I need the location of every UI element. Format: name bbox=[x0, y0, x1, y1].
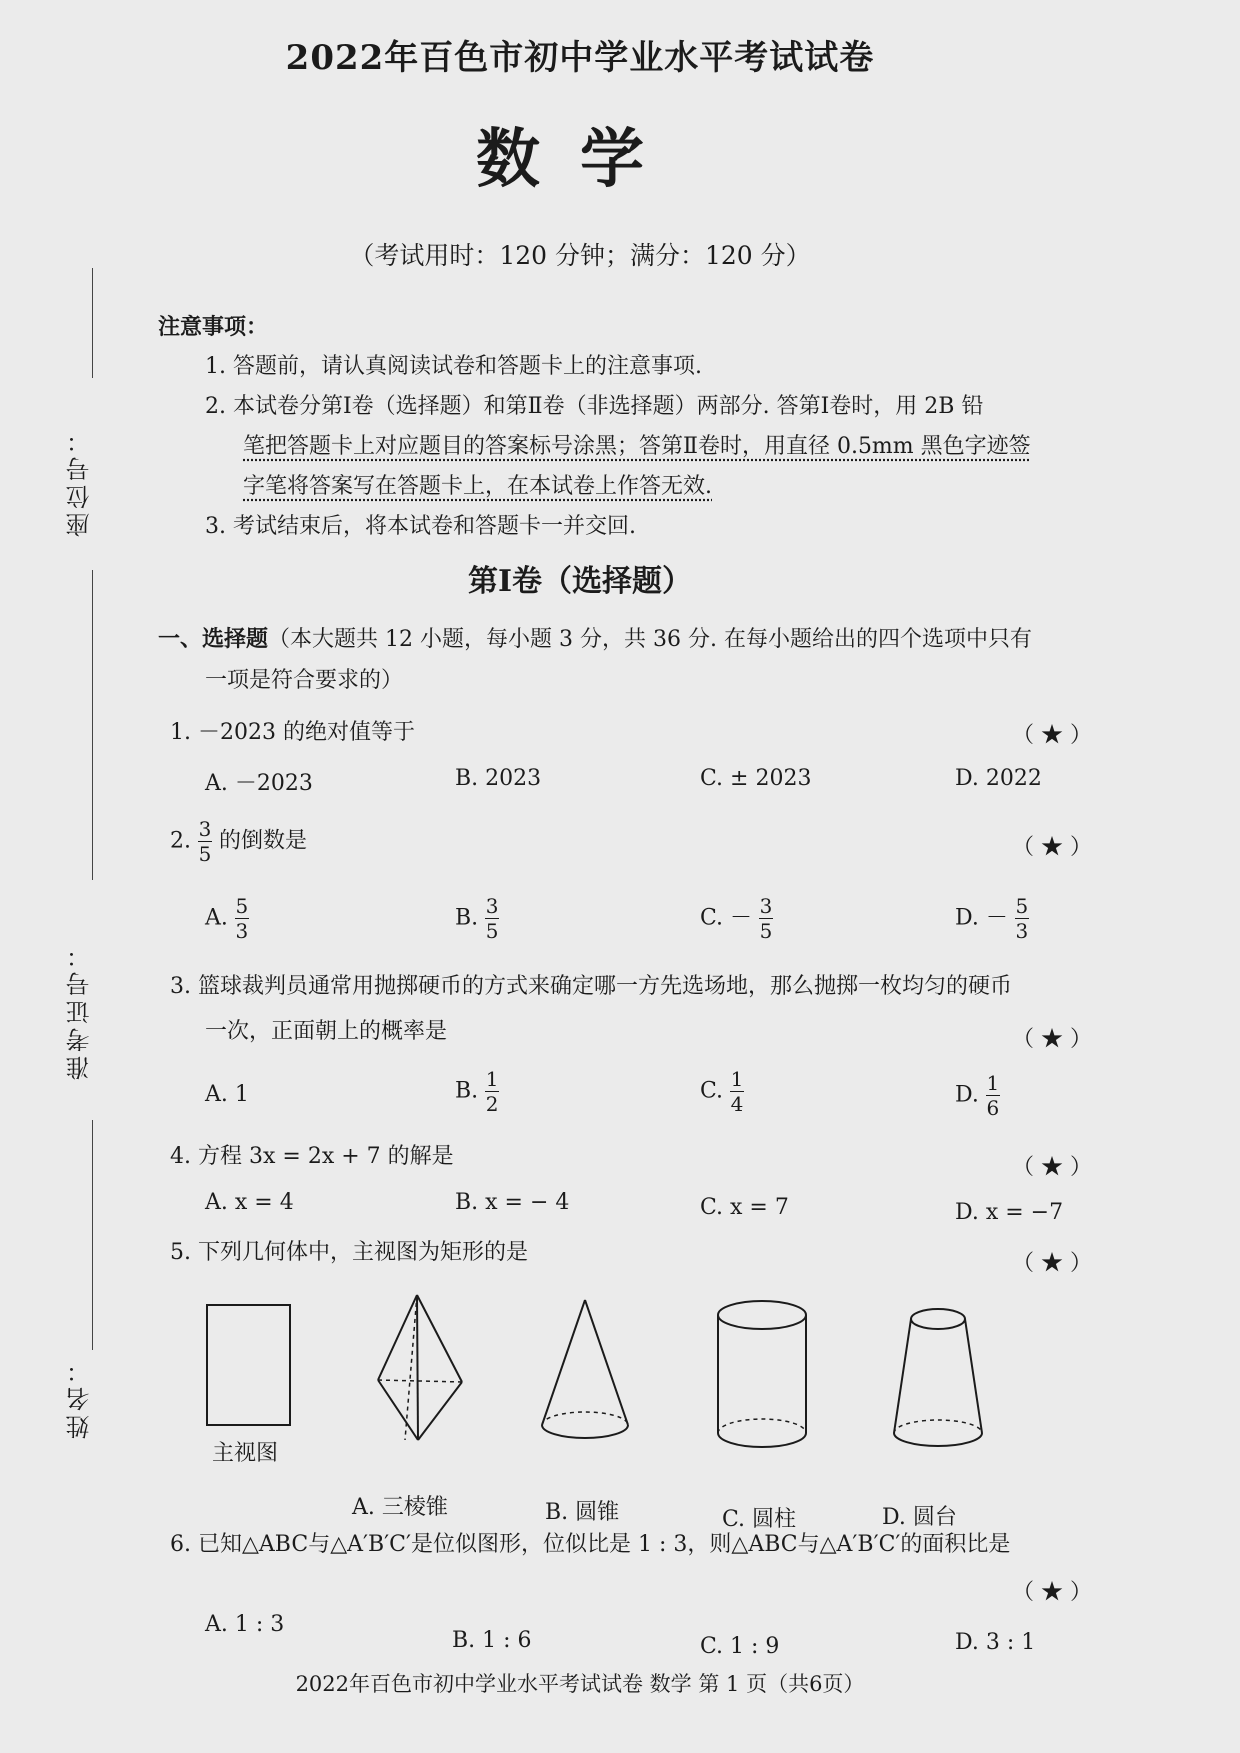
q5-option-b: B. 圆锥 bbox=[545, 1500, 620, 1525]
q2-d-fraction bbox=[1015, 895, 1029, 942]
q3-option-a: A. 1 bbox=[205, 1082, 249, 1107]
q3-c-num: 1 bbox=[730, 1067, 744, 1091]
seat-label: 座位号： bbox=[66, 425, 94, 537]
q4-text bbox=[170, 1140, 454, 1174]
q1-star: （ ★ ） bbox=[1012, 723, 1092, 748]
q3-b-fraction bbox=[485, 1068, 499, 1115]
q5-option-d: D. 圆台 bbox=[882, 1505, 957, 1530]
exam-title: 2022年百色市初中学业水平考试试卷 bbox=[285, 38, 875, 78]
q2-a-den: 3 bbox=[235, 919, 249, 943]
q4-option-a: A. x = 4 bbox=[205, 1190, 294, 1215]
q3-c-den: 4 bbox=[730, 1092, 744, 1116]
q6-option-c: C. 1 : 9 bbox=[700, 1634, 780, 1659]
q5-stem: 下列几何体中，主视图为矩形的是 bbox=[198, 1240, 529, 1265]
q5-star: （ ★ ） bbox=[1012, 1251, 1092, 1276]
note-2c: 字笔将答案写在答题卡上，在本试卷上作答无效. bbox=[243, 474, 712, 499]
q1-num: 1. bbox=[170, 720, 191, 745]
q2-c-den: 5 bbox=[759, 919, 773, 943]
q4-option-d: D. x = −7 bbox=[955, 1200, 1064, 1225]
q6-option-d: D. 3 : 1 bbox=[955, 1630, 1036, 1655]
section-heading-rest: （本大题共 12 小题，每小题 3 分，共 36 分. 在每小题给出的四个选项中只有 bbox=[268, 627, 1032, 652]
q6-option-a: A. 1 : 3 bbox=[205, 1612, 285, 1637]
q5-text bbox=[170, 1236, 528, 1270]
q1-option-b: B. 2023 bbox=[455, 766, 542, 791]
q3-d-num: 1 bbox=[986, 1071, 1000, 1095]
q2-b-fraction bbox=[485, 895, 499, 942]
cone-figure bbox=[535, 1295, 635, 1455]
q5-front-view-figure bbox=[200, 1300, 300, 1430]
q4-option-c: C. x = 7 bbox=[700, 1195, 789, 1220]
triangular-pyramid-figure bbox=[370, 1290, 470, 1450]
q2-d-label: D. － bbox=[955, 905, 1008, 931]
q3-b-num: 1 bbox=[485, 1067, 499, 1091]
q2-a-fraction bbox=[235, 895, 249, 942]
side-line-seat bbox=[92, 570, 93, 880]
q2-star: （ ★ ） bbox=[1012, 835, 1092, 860]
q2-num: 2. bbox=[170, 828, 191, 854]
q6-text bbox=[170, 1528, 1110, 1562]
front-view-caption: 主视图 bbox=[212, 1441, 279, 1466]
q2-option-a bbox=[205, 895, 249, 942]
q2-b-den: 5 bbox=[485, 919, 499, 943]
section-title: 第Ⅰ卷（选择题） bbox=[467, 564, 693, 599]
q3-c-label: C. bbox=[700, 1078, 724, 1104]
front-view-rectangle bbox=[207, 1305, 290, 1425]
section-heading-2: 一项是符合要求的） bbox=[205, 668, 404, 693]
q3-b-den: 2 bbox=[485, 1092, 499, 1116]
q2-a-label: A. bbox=[205, 905, 228, 931]
q2-d-num: 5 bbox=[1015, 894, 1029, 918]
q2-b-num: 3 bbox=[485, 894, 499, 918]
q3-option-d bbox=[955, 1072, 1000, 1119]
subject-title: 数学 bbox=[476, 122, 684, 197]
note-1: 1. 答题前，请认真阅读试卷和答题卡上的注意事项. bbox=[205, 354, 702, 379]
q3-stem-1: 篮球裁判员通常用抛掷硬币的方式来确定哪一方先选场地，那么抛掷一枚均匀的硬币 bbox=[198, 974, 1013, 999]
q1-stem: －2023 的绝对值等于 bbox=[198, 720, 415, 745]
time-info: （考试用时：120 分钟；满分：120 分） bbox=[349, 241, 811, 270]
q3-stem-2: 一次，正面朝上的概率是 bbox=[205, 1019, 448, 1044]
q4-stem: 方程 3x = 2x + 7 的解是 bbox=[198, 1144, 454, 1169]
q1-option-d: D. 2022 bbox=[955, 766, 1042, 791]
q2-c-num: 3 bbox=[759, 894, 773, 918]
q6-stem: 已知△ABC与△A′B′C′是位似图形，位似比是 1 : 3，则△ABC与△A′B′C′的面积比是 bbox=[198, 1532, 1011, 1557]
side-line-ticket bbox=[92, 1120, 93, 1350]
q2-stem: 的倒数是 bbox=[219, 828, 308, 854]
q4-num: 4. bbox=[170, 1144, 191, 1169]
q3-star: （ ★ ） bbox=[1012, 1027, 1092, 1052]
q3-option-c bbox=[700, 1068, 744, 1115]
q2-fraction bbox=[198, 818, 212, 865]
q2-frac-den: 5 bbox=[198, 842, 212, 866]
name-label: 姓名： bbox=[66, 1355, 94, 1439]
q2-option-b bbox=[455, 895, 499, 942]
q2-option-c bbox=[700, 895, 773, 942]
q1-option-c: C. ± 2023 bbox=[700, 766, 812, 791]
q2-text bbox=[170, 818, 307, 865]
q1-option-a: A. －2023 bbox=[205, 771, 313, 796]
ticket-label: 准考证号： bbox=[66, 940, 94, 1080]
q3-b-label: B. bbox=[455, 1078, 479, 1104]
q6-num: 6. bbox=[170, 1532, 191, 1557]
note-3: 3. 考试结束后，将本试卷和答题卡一并交回. bbox=[205, 514, 636, 539]
q3-option-b bbox=[455, 1068, 499, 1115]
section-heading-bold: 一、选择题 bbox=[158, 626, 269, 652]
q3-num: 3. bbox=[170, 974, 191, 999]
q2-c-fraction bbox=[759, 895, 773, 942]
cylinder-figure bbox=[712, 1295, 812, 1455]
q5-option-a: A. 三棱锥 bbox=[352, 1495, 448, 1520]
q3-c-fraction bbox=[730, 1068, 744, 1115]
q3-d-label: D. bbox=[955, 1082, 979, 1108]
q2-a-num: 5 bbox=[235, 894, 249, 918]
q3-d-fraction bbox=[986, 1072, 1000, 1119]
q2-option-d bbox=[955, 895, 1029, 942]
frustum-figure bbox=[888, 1305, 988, 1455]
q6-star: （ ★ ） bbox=[1012, 1580, 1092, 1605]
q4-star: （ ★ ） bbox=[1012, 1155, 1092, 1180]
q3-text-1 bbox=[170, 970, 1012, 1004]
q5-num: 5. bbox=[170, 1240, 191, 1265]
q2-b-label: B. bbox=[455, 905, 479, 931]
side-line-top bbox=[92, 268, 93, 378]
note-2a: 2. 本试卷分第Ⅰ卷（选择题）和第Ⅱ卷（非选择题）两部分. 答第Ⅰ卷时，用 2B 铅 bbox=[205, 394, 984, 419]
q5-option-c: C. 圆柱 bbox=[722, 1507, 797, 1532]
notes-heading: 注意事项： bbox=[158, 314, 269, 340]
q2-d-den: 3 bbox=[1015, 919, 1029, 943]
q1-text bbox=[170, 716, 415, 750]
q2-frac-num: 3 bbox=[198, 817, 212, 841]
q4-option-b: B. x = − 4 bbox=[455, 1190, 570, 1215]
q6-option-b: B. 1 : 6 bbox=[452, 1628, 532, 1653]
q3-d-den: 6 bbox=[986, 1096, 1000, 1120]
q2-c-label: C. － bbox=[700, 905, 753, 931]
note-2b: 笔把答题卡上对应题目的答案标号涂黑；答第Ⅱ卷时，用直径 0.5mm 黑色字迹签 bbox=[243, 434, 1031, 459]
section-heading bbox=[158, 622, 1158, 657]
page-footer: 2022年百色市初中学业水平考试试卷 数学 第 1 页（共6页） bbox=[295, 1672, 865, 1696]
